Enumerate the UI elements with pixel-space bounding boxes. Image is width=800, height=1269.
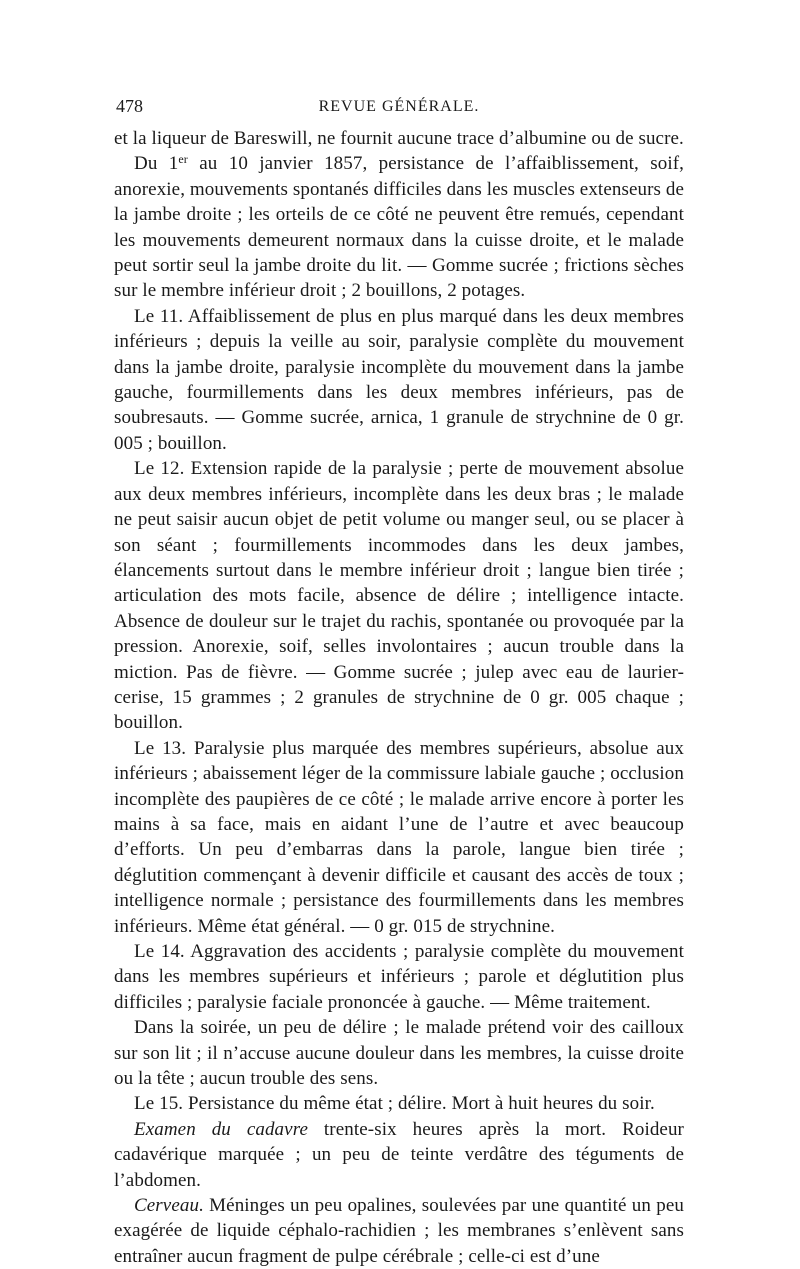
page-number: 478	[116, 96, 143, 116]
paragraph: et la liqueur de Bareswill, ne fournit aucune trace d’albumine ou de sucre.	[114, 128, 684, 149]
paragraph: Dans la soirée, un peu de délire ; le malade prétend voir des cailloux sur son lit ; il n’accuse aucune douleur dans les membres, la cuisse droite ou la tête ; aucun trouble des sens.	[114, 1017, 684, 1090]
body-text	[114, 126, 684, 1269]
italic-lead: Cerveau.	[134, 1195, 204, 1217]
italic-lead: Examen du cadavre	[134, 1118, 309, 1140]
paragraph: Cerveau. Méninges un peu opalines, soulevées par une quantité un peu exagérée de liquide céphalo-rachidien ; les membranes s’enlèvent sans entraîner aucun fragment de pulpe cérébrale ; celle-ci est d’une	[114, 1195, 684, 1267]
paragraph: Le 13. Paralysie plus marquée des membres supérieurs, absolue aux inférieurs ; abaissement léger de la commissure labiale gauche ; occlusion incomplète des paupières de ce côté ; le malade arrive encore à porter les mains à sa face, mais en aidant l’une de l’autre et avec beaucoup d’efforts. Un peu d’embarras dans la parole, langue bien tirée ; déglutition commençant à devenir difficile et causant des accès de toux ; intelligence normale ; persistance des fourmillements dans les membres inférieurs. Même état général. — 0 gr. 015 de strychnine.	[114, 737, 684, 937]
page-header	[114, 96, 684, 126]
paragraph: Examen du cadavre trente-six heures après la mort. Roideur cadavérique marquée ; un peu de teinte verdâtre des téguments de l’abdomen.	[114, 1118, 684, 1191]
paragraph: Le 12. Extension rapide de la paralysie ; perte de mouvement absolue aux deux membres inférieurs, incomplète dans les deux bras ; le malade ne peut saisir aucun objet de petit volume ou manger seul, ou se placer à son séant ; fourmillements incommodes dans les deux jambes, élancements surtout dans le membre inférieur droit ; langue bien tirée ; articulation des mots facile, absence de délire ; intelligence intacte. Absence de douleur sur le trajet du rachis, spontanée ou provoquée par la pression. Anorexie, soif, selles involontaires ; aucun trouble dans la miction. Pas de fièvre. — Gomme sucrée ; julep avec eau de laurier-cerise, 15 grammes ; 2 granules de strychnine de 0 gr. 005 chaque ; bouillon.	[114, 458, 684, 734]
paragraph: Le 11. Affaiblissement de plus en plus marqué dans les deux membres inférieurs ; depuis la veille au soir, paralysie complète du mouvement dans la jambe droite, paralysie incomplète du mouvement dans la jambe gauche, fourmillements dans les deux membres inférieurs, pas de soubresauts. — Gomme sucrée, arnica, 1 granule de strychnine de 0 gr. 005 ; bouillon.	[114, 305, 684, 454]
book-page	[114, 96, 684, 1269]
paragraph: Le 15. Persistance du même état ; délire. Mort à huit heures du soir.	[134, 1093, 655, 1115]
paragraph: Du 1er au 10 janvier 1857, persistance de l’affaiblissement, soif, anorexie, mouvements spontanés difficiles dans les muscles extenseurs de la jambe droite ; les orteils de ce côté ne peuvent être remués, cependant les mouvements demeurent normaux dans la cuisse droite, et le malade peut sortir seul la jambe droite du lit. — Gomme sucrée ; frictions sèches sur le membre inférieur droit ; 2 bouillons, 2 potages.	[114, 152, 684, 302]
paragraph: Le 14. Aggravation des accidents ; paralysie complète du mouvement dans les membres supérieurs et inférieurs ; parole et déglutition plus difficiles ; paralysie faciale prononcée à gauche. — Même traitement.	[114, 941, 684, 1013]
running-head: REVUE GÉNÉRALE.	[318, 98, 480, 115]
